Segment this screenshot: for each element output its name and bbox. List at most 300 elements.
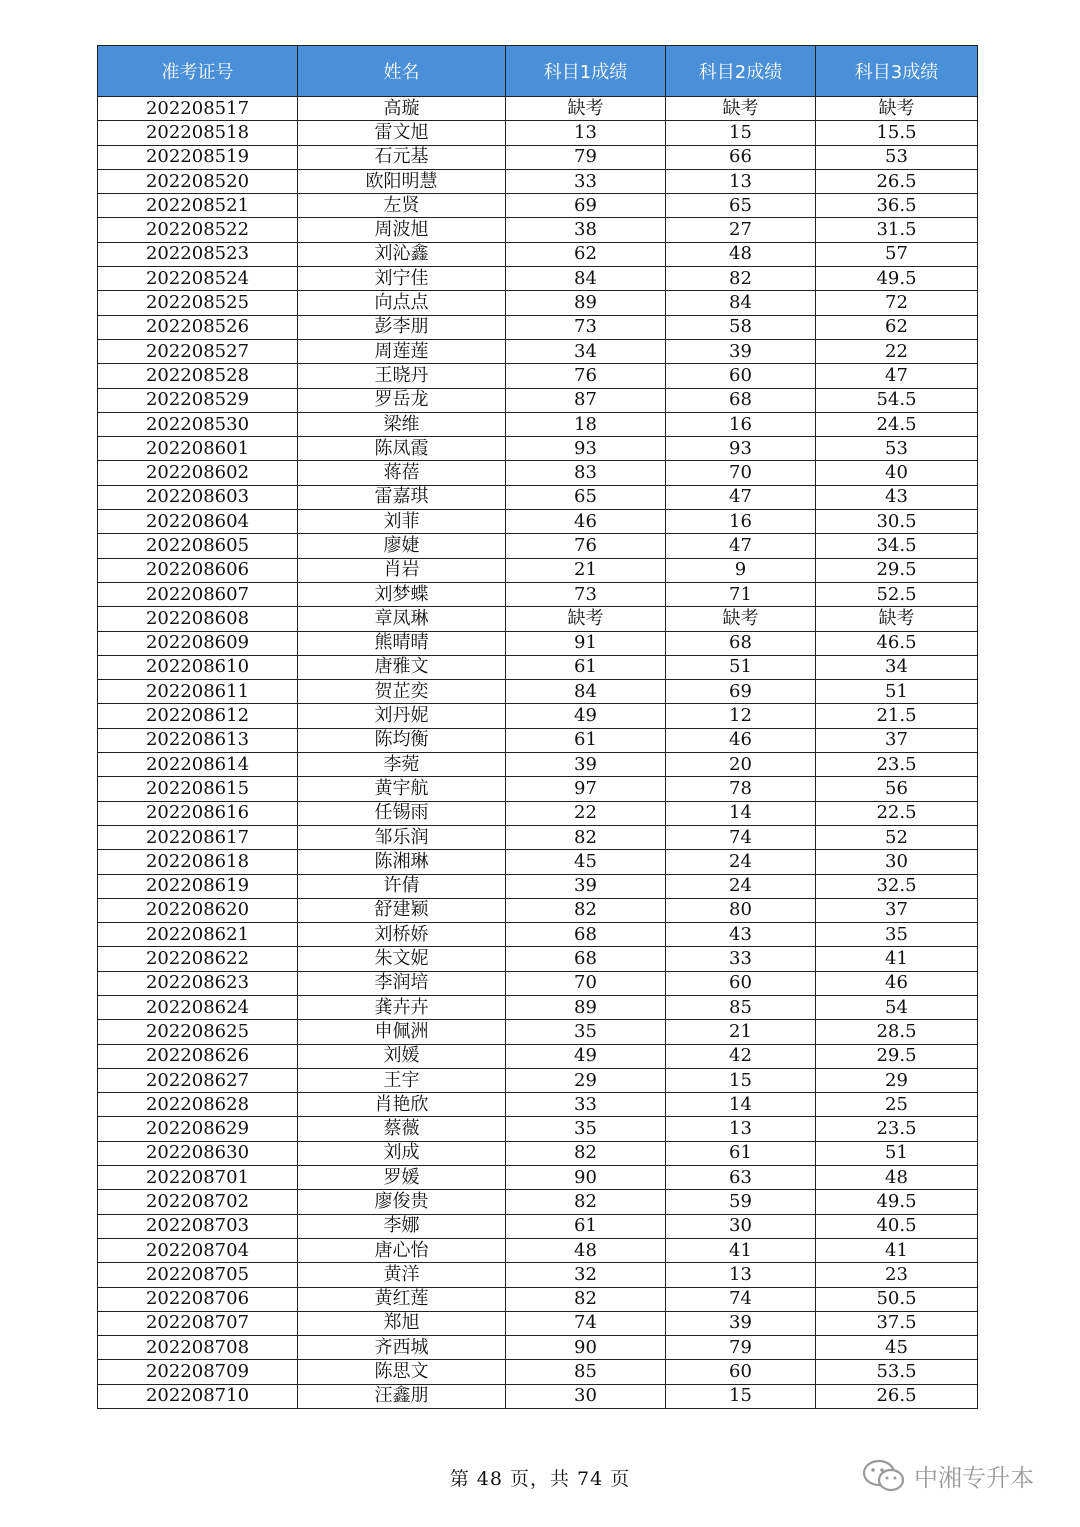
cell-subject2: 13 xyxy=(666,169,816,193)
cell-exam-id: 202208611 xyxy=(98,680,298,704)
cell-subject3: 40.5 xyxy=(816,1214,978,1238)
table-row xyxy=(98,971,978,995)
cell-exam-id: 202208524 xyxy=(98,267,298,291)
cell-name: 唐心怡 xyxy=(298,1238,506,1262)
cell-exam-id: 202208626 xyxy=(98,1044,298,1068)
page-footer: 第 48 页，共 74 页 xyxy=(449,1468,631,1490)
table-row xyxy=(98,169,978,193)
cell-subject3: 35 xyxy=(816,923,978,947)
cell-exam-id: 202208706 xyxy=(98,1287,298,1311)
cell-subject2: 14 xyxy=(666,1093,816,1117)
wechat-icon xyxy=(862,1459,906,1493)
cell-subject2: 47 xyxy=(666,534,816,558)
cell-name: 齐西城 xyxy=(298,1336,506,1360)
cell-subject1: 62 xyxy=(506,242,666,266)
cell-subject3: 46.5 xyxy=(816,631,978,655)
cell-subject2: 24 xyxy=(666,850,816,874)
cell-name: 邹乐润 xyxy=(298,825,506,849)
cell-exam-id: 202208704 xyxy=(98,1238,298,1262)
cell-exam-id: 202208707 xyxy=(98,1311,298,1335)
cell-subject1: 34 xyxy=(506,339,666,363)
table-row xyxy=(98,461,978,485)
cell-name: 雷文旭 xyxy=(298,121,506,145)
cell-subject1: 82 xyxy=(506,1287,666,1311)
cell-subject3: 22.5 xyxy=(816,801,978,825)
cell-subject3: 30.5 xyxy=(816,510,978,534)
cell-subject2: 74 xyxy=(666,1287,816,1311)
cell-name: 蒋蓓 xyxy=(298,461,506,485)
cell-subject1: 30 xyxy=(506,1384,666,1408)
cell-subject1: 39 xyxy=(506,753,666,777)
table-row xyxy=(98,1068,978,1092)
cell-name: 刘菲 xyxy=(298,510,506,534)
cell-name: 陈均衡 xyxy=(298,728,506,752)
cell-subject2: 15 xyxy=(666,121,816,145)
table-row xyxy=(98,218,978,242)
cell-subject1: 49 xyxy=(506,1044,666,1068)
table-row xyxy=(98,534,978,558)
cell-subject3: 36.5 xyxy=(816,194,978,218)
cell-subject3: 25 xyxy=(816,1093,978,1117)
cell-name: 刘成 xyxy=(298,1141,506,1165)
header-exam-id: 准考证号 xyxy=(98,46,298,97)
cell-subject2: 51 xyxy=(666,655,816,679)
cell-subject3: 48 xyxy=(816,1166,978,1190)
table-row xyxy=(98,874,978,898)
cell-exam-id: 202208616 xyxy=(98,801,298,825)
cell-name: 彭李朋 xyxy=(298,315,506,339)
cell-subject1: 93 xyxy=(506,437,666,461)
cell-name: 刘桥娇 xyxy=(298,923,506,947)
cell-name: 刘梦蝶 xyxy=(298,582,506,606)
table-row xyxy=(98,121,978,145)
cell-exam-id: 202208620 xyxy=(98,898,298,922)
table-row xyxy=(98,753,978,777)
cell-subject3: 32.5 xyxy=(816,874,978,898)
table-row xyxy=(98,947,978,971)
cell-name: 王晓丹 xyxy=(298,364,506,388)
cell-subject2: 74 xyxy=(666,825,816,849)
table-row xyxy=(98,655,978,679)
cell-subject1: 89 xyxy=(506,995,666,1019)
cell-subject3: 53 xyxy=(816,145,978,169)
cell-subject2: 缺考 xyxy=(666,607,816,631)
cell-subject3: 49.5 xyxy=(816,1190,978,1214)
table-row xyxy=(98,339,978,363)
cell-exam-id: 202208615 xyxy=(98,777,298,801)
cell-subject3: 34.5 xyxy=(816,534,978,558)
cell-subject2: 42 xyxy=(666,1044,816,1068)
cell-subject2: 79 xyxy=(666,1336,816,1360)
cell-subject2: 43 xyxy=(666,923,816,947)
cell-name: 陈凤霞 xyxy=(298,437,506,461)
cell-subject3: 57 xyxy=(816,242,978,266)
cell-subject3: 29.5 xyxy=(816,558,978,582)
table-row xyxy=(98,1238,978,1262)
cell-subject3: 30 xyxy=(816,850,978,874)
cell-subject2: 13 xyxy=(666,1117,816,1141)
table-row xyxy=(98,728,978,752)
cell-subject2: 21 xyxy=(666,1020,816,1044)
table-row xyxy=(98,898,978,922)
cell-subject2: 60 xyxy=(666,971,816,995)
cell-name: 黄宇航 xyxy=(298,777,506,801)
cell-name: 罗媛 xyxy=(298,1166,506,1190)
cell-name: 任锡雨 xyxy=(298,801,506,825)
table-row xyxy=(98,1190,978,1214)
cell-name: 雷嘉琪 xyxy=(298,485,506,509)
cell-exam-id: 202208604 xyxy=(98,510,298,534)
cell-name: 黄洋 xyxy=(298,1263,506,1287)
table-row xyxy=(98,388,978,412)
table-row xyxy=(98,631,978,655)
table-row xyxy=(98,412,978,436)
cell-exam-id: 202208527 xyxy=(98,339,298,363)
cell-subject2: 61 xyxy=(666,1141,816,1165)
cell-exam-id: 202208708 xyxy=(98,1336,298,1360)
header-name: 姓名 xyxy=(298,46,506,97)
cell-subject3: 51 xyxy=(816,680,978,704)
cell-subject3: 41 xyxy=(816,947,978,971)
cell-exam-id: 202208623 xyxy=(98,971,298,995)
cell-name: 高璇 xyxy=(298,97,506,121)
cell-exam-id: 202208625 xyxy=(98,1020,298,1044)
cell-exam-id: 202208703 xyxy=(98,1214,298,1238)
cell-subject2: 9 xyxy=(666,558,816,582)
cell-exam-id: 202208612 xyxy=(98,704,298,728)
header-subject3: 科目3成绩 xyxy=(816,46,978,97)
cell-subject2: 47 xyxy=(666,485,816,509)
cell-subject1: 39 xyxy=(506,874,666,898)
table-row xyxy=(98,1044,978,1068)
cell-name: 王宇 xyxy=(298,1068,506,1092)
cell-subject3: 52 xyxy=(816,825,978,849)
cell-subject3: 28.5 xyxy=(816,1020,978,1044)
cell-subject2: 68 xyxy=(666,631,816,655)
table-row xyxy=(98,558,978,582)
cell-subject3: 21.5 xyxy=(816,704,978,728)
cell-subject3: 15.5 xyxy=(816,121,978,145)
cell-subject1: 61 xyxy=(506,655,666,679)
cell-name: 熊晴晴 xyxy=(298,631,506,655)
cell-name: 贺芷奕 xyxy=(298,680,506,704)
cell-subject1: 13 xyxy=(506,121,666,145)
table-row xyxy=(98,850,978,874)
cell-name: 申佩洲 xyxy=(298,1020,506,1044)
cell-exam-id: 202208621 xyxy=(98,923,298,947)
cell-name: 龚卉卉 xyxy=(298,995,506,1019)
cell-subject3: 缺考 xyxy=(816,607,978,631)
cell-name: 李润培 xyxy=(298,971,506,995)
cell-subject2: 12 xyxy=(666,704,816,728)
cell-subject1: 65 xyxy=(506,485,666,509)
cell-name: 李娜 xyxy=(298,1214,506,1238)
cell-subject3: 49.5 xyxy=(816,267,978,291)
cell-subject2: 93 xyxy=(666,437,816,461)
cell-subject2: 39 xyxy=(666,1311,816,1335)
cell-name: 舒建颖 xyxy=(298,898,506,922)
table-row xyxy=(98,1141,978,1165)
table-row xyxy=(98,680,978,704)
cell-exam-id: 202208702 xyxy=(98,1190,298,1214)
cell-subject3: 29 xyxy=(816,1068,978,1092)
cell-exam-id: 202208624 xyxy=(98,995,298,1019)
cell-subject1: 33 xyxy=(506,169,666,193)
cell-subject1: 22 xyxy=(506,801,666,825)
cell-subject2: 60 xyxy=(666,1360,816,1384)
cell-name: 左贤 xyxy=(298,194,506,218)
cell-subject3: 62 xyxy=(816,315,978,339)
cell-subject1: 61 xyxy=(506,1214,666,1238)
cell-subject3: 50.5 xyxy=(816,1287,978,1311)
cell-subject2: 39 xyxy=(666,339,816,363)
table-row xyxy=(98,582,978,606)
cell-name: 李菀 xyxy=(298,753,506,777)
header-subject1: 科目1成绩 xyxy=(506,46,666,97)
cell-subject2: 13 xyxy=(666,1263,816,1287)
cell-name: 梁维 xyxy=(298,412,506,436)
table-row xyxy=(98,242,978,266)
cell-name: 刘媛 xyxy=(298,1044,506,1068)
cell-subject3: 31.5 xyxy=(816,218,978,242)
cell-subject2: 71 xyxy=(666,582,816,606)
cell-subject1: 82 xyxy=(506,1190,666,1214)
cell-name: 肖岩 xyxy=(298,558,506,582)
cell-exam-id: 202208608 xyxy=(98,607,298,631)
cell-subject1: 83 xyxy=(506,461,666,485)
cell-exam-id: 202208530 xyxy=(98,412,298,436)
cell-subject2: 缺考 xyxy=(666,97,816,121)
cell-exam-id: 202208710 xyxy=(98,1384,298,1408)
cell-subject1: 68 xyxy=(506,923,666,947)
cell-subject3: 45 xyxy=(816,1336,978,1360)
cell-subject2: 65 xyxy=(666,194,816,218)
table-row xyxy=(98,437,978,461)
cell-subject1: 82 xyxy=(506,1141,666,1165)
cell-subject1: 33 xyxy=(506,1093,666,1117)
cell-exam-id: 202208630 xyxy=(98,1141,298,1165)
cell-subject1: 49 xyxy=(506,704,666,728)
cell-subject2: 84 xyxy=(666,291,816,315)
header-row xyxy=(98,46,978,97)
table-row xyxy=(98,1336,978,1360)
cell-exam-id: 202208529 xyxy=(98,388,298,412)
cell-subject3: 23 xyxy=(816,1263,978,1287)
cell-subject3: 72 xyxy=(816,291,978,315)
cell-subject2: 69 xyxy=(666,680,816,704)
table-row xyxy=(98,145,978,169)
table-row xyxy=(98,1360,978,1384)
cell-subject2: 68 xyxy=(666,388,816,412)
cell-exam-id: 202208521 xyxy=(98,194,298,218)
cell-name: 许倩 xyxy=(298,874,506,898)
cell-subject3: 40 xyxy=(816,461,978,485)
cell-subject1: 91 xyxy=(506,631,666,655)
cell-subject3: 52.5 xyxy=(816,582,978,606)
cell-subject2: 60 xyxy=(666,364,816,388)
cell-subject1: 73 xyxy=(506,315,666,339)
cell-subject1: 73 xyxy=(506,582,666,606)
cell-subject2: 27 xyxy=(666,218,816,242)
table-row xyxy=(98,995,978,1019)
cell-subject1: 85 xyxy=(506,1360,666,1384)
cell-subject1: 97 xyxy=(506,777,666,801)
cell-exam-id: 202208602 xyxy=(98,461,298,485)
cell-subject1: 21 xyxy=(506,558,666,582)
cell-name: 汪鑫朋 xyxy=(298,1384,506,1408)
table-row xyxy=(98,1311,978,1335)
cell-subject3: 34 xyxy=(816,655,978,679)
cell-subject2: 24 xyxy=(666,874,816,898)
table-row xyxy=(98,364,978,388)
cell-subject2: 85 xyxy=(666,995,816,1019)
cell-subject1: 18 xyxy=(506,412,666,436)
cell-subject3: 缺考 xyxy=(816,97,978,121)
cell-subject2: 16 xyxy=(666,412,816,436)
table-row xyxy=(98,1020,978,1044)
table-row xyxy=(98,1214,978,1238)
table-header xyxy=(98,46,978,97)
cell-subject1: 45 xyxy=(506,850,666,874)
table-row xyxy=(98,1384,978,1408)
cell-name: 陈湘琳 xyxy=(298,850,506,874)
cell-subject3: 43 xyxy=(816,485,978,509)
cell-exam-id: 202208628 xyxy=(98,1093,298,1117)
cell-exam-id: 202208614 xyxy=(98,753,298,777)
table-row xyxy=(98,825,978,849)
cell-subject3: 41 xyxy=(816,1238,978,1262)
cell-exam-id: 202208609 xyxy=(98,631,298,655)
cell-exam-id: 202208607 xyxy=(98,582,298,606)
cell-subject1: 29 xyxy=(506,1068,666,1092)
cell-name: 罗岳龙 xyxy=(298,388,506,412)
cell-exam-id: 202208629 xyxy=(98,1117,298,1141)
cell-subject1: 68 xyxy=(506,947,666,971)
cell-exam-id: 202208605 xyxy=(98,534,298,558)
cell-exam-id: 202208610 xyxy=(98,655,298,679)
cell-subject2: 48 xyxy=(666,242,816,266)
cell-subject1: 48 xyxy=(506,1238,666,1262)
table-row xyxy=(98,704,978,728)
score-table xyxy=(97,45,978,1409)
cell-subject1: 84 xyxy=(506,680,666,704)
cell-subject3: 23.5 xyxy=(816,1117,978,1141)
table-row xyxy=(98,315,978,339)
cell-exam-id: 202208528 xyxy=(98,364,298,388)
cell-name: 刘宁佳 xyxy=(298,267,506,291)
cell-subject2: 41 xyxy=(666,1238,816,1262)
cell-subject1: 35 xyxy=(506,1117,666,1141)
cell-name: 章凤琳 xyxy=(298,607,506,631)
table-row xyxy=(98,1166,978,1190)
cell-name: 朱文妮 xyxy=(298,947,506,971)
cell-subject3: 24.5 xyxy=(816,412,978,436)
cell-subject1: 82 xyxy=(506,898,666,922)
cell-subject3: 23.5 xyxy=(816,753,978,777)
cell-subject1: 90 xyxy=(506,1336,666,1360)
cell-exam-id: 202208709 xyxy=(98,1360,298,1384)
cell-name: 周莲莲 xyxy=(298,339,506,363)
cell-exam-id: 202208526 xyxy=(98,315,298,339)
cell-subject2: 16 xyxy=(666,510,816,534)
cell-exam-id: 202208701 xyxy=(98,1166,298,1190)
cell-exam-id: 202208522 xyxy=(98,218,298,242)
cell-name: 廖婕 xyxy=(298,534,506,558)
cell-subject2: 30 xyxy=(666,1214,816,1238)
cell-subject2: 33 xyxy=(666,947,816,971)
cell-subject2: 70 xyxy=(666,461,816,485)
cell-subject2: 15 xyxy=(666,1068,816,1092)
cell-subject2: 46 xyxy=(666,728,816,752)
cell-subject2: 82 xyxy=(666,267,816,291)
cell-name: 周波旭 xyxy=(298,218,506,242)
cell-subject3: 54.5 xyxy=(816,388,978,412)
table-body xyxy=(98,97,978,1409)
cell-name: 郑旭 xyxy=(298,1311,506,1335)
cell-subject2: 58 xyxy=(666,315,816,339)
cell-name: 向点点 xyxy=(298,291,506,315)
cell-subject3: 51 xyxy=(816,1141,978,1165)
table-row xyxy=(98,485,978,509)
table-row xyxy=(98,801,978,825)
cell-exam-id: 202208613 xyxy=(98,728,298,752)
cell-subject1: 76 xyxy=(506,534,666,558)
cell-exam-id: 202208518 xyxy=(98,121,298,145)
table-row xyxy=(98,923,978,947)
cell-name: 刘沁鑫 xyxy=(298,242,506,266)
cell-name: 黄红莲 xyxy=(298,1287,506,1311)
cell-subject3: 37.5 xyxy=(816,1311,978,1335)
cell-subject1: 84 xyxy=(506,267,666,291)
cell-subject3: 54 xyxy=(816,995,978,1019)
cell-name: 唐雅文 xyxy=(298,655,506,679)
cell-subject1: 缺考 xyxy=(506,97,666,121)
table-row xyxy=(98,1117,978,1141)
cell-subject1: 35 xyxy=(506,1020,666,1044)
cell-exam-id: 202208601 xyxy=(98,437,298,461)
cell-exam-id: 202208603 xyxy=(98,485,298,509)
cell-exam-id: 202208627 xyxy=(98,1068,298,1092)
cell-subject2: 20 xyxy=(666,753,816,777)
cell-subject3: 26.5 xyxy=(816,1384,978,1408)
cell-name: 陈思文 xyxy=(298,1360,506,1384)
table-row xyxy=(98,194,978,218)
cell-subject1: 70 xyxy=(506,971,666,995)
cell-exam-id: 202208517 xyxy=(98,97,298,121)
cell-subject3: 53.5 xyxy=(816,1360,978,1384)
table-row xyxy=(98,1287,978,1311)
cell-exam-id: 202208525 xyxy=(98,291,298,315)
cell-exam-id: 202208705 xyxy=(98,1263,298,1287)
watermark xyxy=(862,1458,1034,1493)
cell-subject2: 80 xyxy=(666,898,816,922)
cell-subject3: 53 xyxy=(816,437,978,461)
cell-subject2: 14 xyxy=(666,801,816,825)
cell-name: 刘丹妮 xyxy=(298,704,506,728)
cell-subject2: 66 xyxy=(666,145,816,169)
cell-subject3: 29.5 xyxy=(816,1044,978,1068)
cell-name: 欧阳明慧 xyxy=(298,169,506,193)
cell-exam-id: 202208519 xyxy=(98,145,298,169)
table-row xyxy=(98,267,978,291)
cell-subject3: 37 xyxy=(816,728,978,752)
table-row xyxy=(98,510,978,534)
cell-subject1: 缺考 xyxy=(506,607,666,631)
table-row xyxy=(98,97,978,121)
cell-subject1: 32 xyxy=(506,1263,666,1287)
cell-subject1: 38 xyxy=(506,218,666,242)
cell-subject3: 47 xyxy=(816,364,978,388)
